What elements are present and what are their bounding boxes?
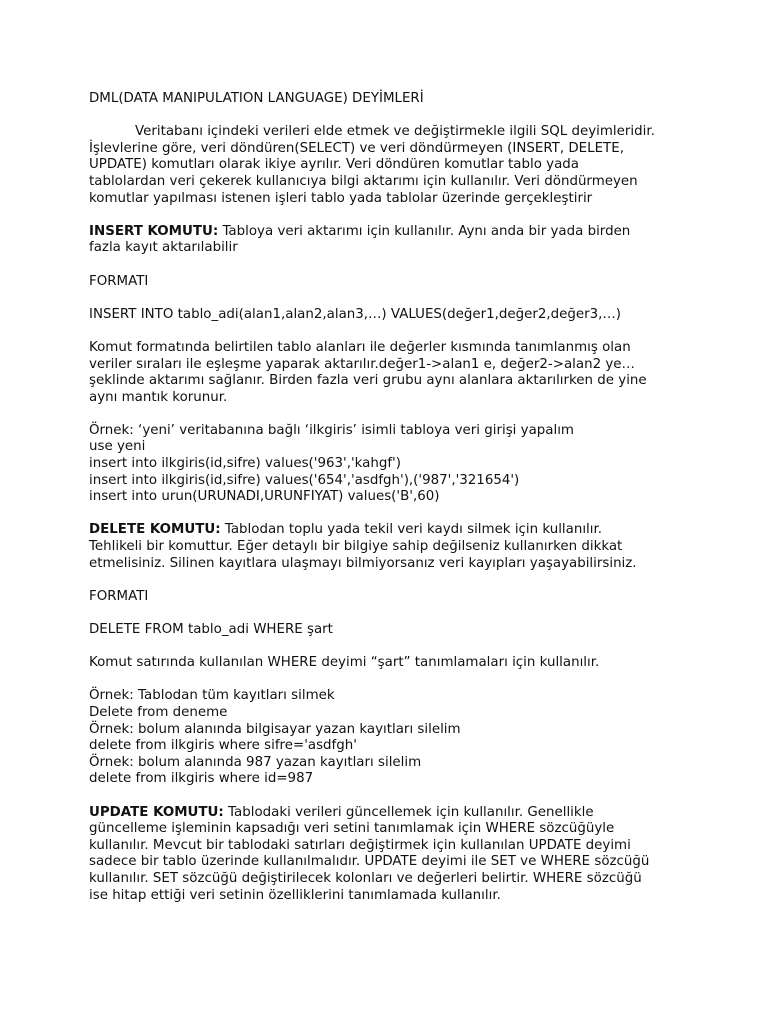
delete-where-note: Komut satırında kullanılan WHERE deyimi “şart” tanımlamaları için kullanılır. bbox=[89, 655, 600, 671]
intro-line: komutlar yapılması istenen işleri tablo yada tablolar üzerinde gerçekleştirir bbox=[89, 190, 593, 206]
delete-format-label: FORMATI bbox=[89, 588, 149, 604]
spacer bbox=[89, 108, 689, 125]
update-description-line: kullanılır. Mevcut bir tablodaki satırları değiştirmek için kullanılan UPDATE deyimi bbox=[89, 837, 631, 853]
intro-line: İşlevlerine göre, veri döndüren(SELECT) ve veri döndürmeyen (INSERT, DELETE, bbox=[89, 140, 624, 156]
spacer bbox=[89, 639, 689, 656]
insert-example-line: insert into urun(URUNADI,URUNFIYAT) values('B',60) bbox=[89, 489, 440, 505]
document-title: DML(DATA MANIPULATION LANGUAGE) DEYİMLERİ bbox=[89, 91, 424, 106]
delete-heading: DELETE KOMUTU: bbox=[89, 522, 221, 538]
insert-description-line bbox=[89, 224, 689, 241]
delete-example-line: delete from ilkgiris where id=987 bbox=[89, 771, 314, 787]
delete-example-line: Örnek: Tablodan tüm kayıtları silmek bbox=[89, 688, 335, 704]
intro-line: tablolardan veri çekerek kullanıcıya bilgi aktarımı için kullanılır. Veri döndürmeyen bbox=[89, 173, 638, 189]
spacer bbox=[89, 788, 689, 805]
insert-example-line: Örnek: ‘yeni’ veritabanına bağlı ‘ilkgiris’ isimli tabloya veri girişi yapalım bbox=[89, 422, 574, 438]
spacer bbox=[89, 290, 689, 307]
insert-syntax: INSERT INTO tablo_adi(alan1,alan2,alan3,…) VALUES(değer1,değer2,değer3,…) bbox=[89, 306, 622, 322]
delete-example-line: Örnek: bolum alanında 987 yazan kayıtları silelim bbox=[89, 754, 422, 770]
spacer bbox=[89, 672, 689, 689]
update-heading: UPDATE KOMUTU: bbox=[89, 804, 224, 820]
insert-description-line: fazla kayıt aktarılabilir bbox=[89, 240, 238, 256]
delete-example-line: delete from ilkgiris where sifre='asdfgh' bbox=[89, 738, 357, 754]
insert-explanation-line: Komut formatında belirtilen tablo alanları ile değerler kısmında tanımlanmış olan bbox=[89, 339, 631, 355]
spacer bbox=[89, 605, 689, 622]
document-page bbox=[89, 91, 689, 904]
delete-description-line bbox=[89, 522, 689, 539]
update-description-line: sadece bir tablo üzerinde kullanılmalıdır. UPDATE deyimi ile SET ve WHERE sözcüğü bbox=[89, 854, 650, 870]
insert-example-line: use yeni bbox=[89, 439, 146, 455]
spacer bbox=[89, 323, 689, 340]
update-description-line: güncelleme işleminin kapsadığı veri setini tanımlamak için WHERE sözcüğüyle bbox=[89, 821, 615, 837]
insert-explanation-line: veriler sıraları ile eşleşme yaparak aktarılır.değer1->alan1 e, değer2->alan2 ye… bbox=[89, 356, 635, 372]
insert-explanation-line: aynı mantık korunur. bbox=[89, 389, 228, 405]
spacer bbox=[89, 506, 689, 523]
insert-example-line: insert into ilkgiris(id,sifre) values('654','asdfgh'),('987','321654') bbox=[89, 472, 520, 488]
update-description-line: kullanılır. SET sözcüğü değiştirilecek kolonları ve değerleri belirtir. WHERE sözcüğü bbox=[89, 870, 642, 886]
intro-line: UPDATE) komutları olarak ikiye ayrılır. Veri döndüren komutlar tablo yada bbox=[89, 157, 579, 173]
delete-syntax: DELETE FROM tablo_adi WHERE şart bbox=[89, 622, 333, 637]
delete-description-line: etmelisiniz. Silinen kayıtlara ulaşmayı bilmiyorsanız veri kayıpları yaşayabilirsiniz. bbox=[89, 555, 637, 571]
spacer bbox=[89, 572, 689, 589]
spacer bbox=[89, 207, 689, 224]
spacer bbox=[89, 257, 689, 274]
update-description-line bbox=[89, 805, 689, 822]
delete-description-text: Tablodan toplu yada tekil veri kaydı silmek için kullanılır. bbox=[220, 522, 603, 538]
spacer bbox=[89, 406, 689, 423]
delete-example-line: Delete from deneme bbox=[89, 704, 228, 720]
intro-line: Veritabanı içindeki verileri elde etmek ve değiştirmekle ilgili SQL deyimleridir. bbox=[135, 124, 655, 140]
delete-description-line: Tehlikeli bir komuttur. Eğer detaylı bir bilgiye sahip değilseniz kullanırken dikkat bbox=[89, 539, 623, 555]
delete-example-line: Örnek: bolum alanında bilgisayar yazan kayıtları silelim bbox=[89, 721, 461, 737]
insert-description-text: Tabloya veri aktarımı için kullanılır. Aynı anda bir yada birden bbox=[218, 223, 631, 239]
update-description-text: Tablodaki verileri güncellemek için kullanılır. Genellikle bbox=[223, 804, 594, 820]
update-description-line: ise hitap ettiği veri setinin özelliklerini tanımlamada kullanılır. bbox=[89, 887, 501, 903]
insert-heading: INSERT KOMUTU: bbox=[89, 223, 219, 239]
insert-example-line: insert into ilkgiris(id,sifre) values('963','kahgf') bbox=[89, 456, 401, 472]
insert-format-label: FORMATI bbox=[89, 273, 149, 289]
insert-explanation-line: şeklinde aktarımı sağlanır. Birden fazla veri grubu aynı alanlara aktarılırken de yine bbox=[89, 373, 647, 389]
